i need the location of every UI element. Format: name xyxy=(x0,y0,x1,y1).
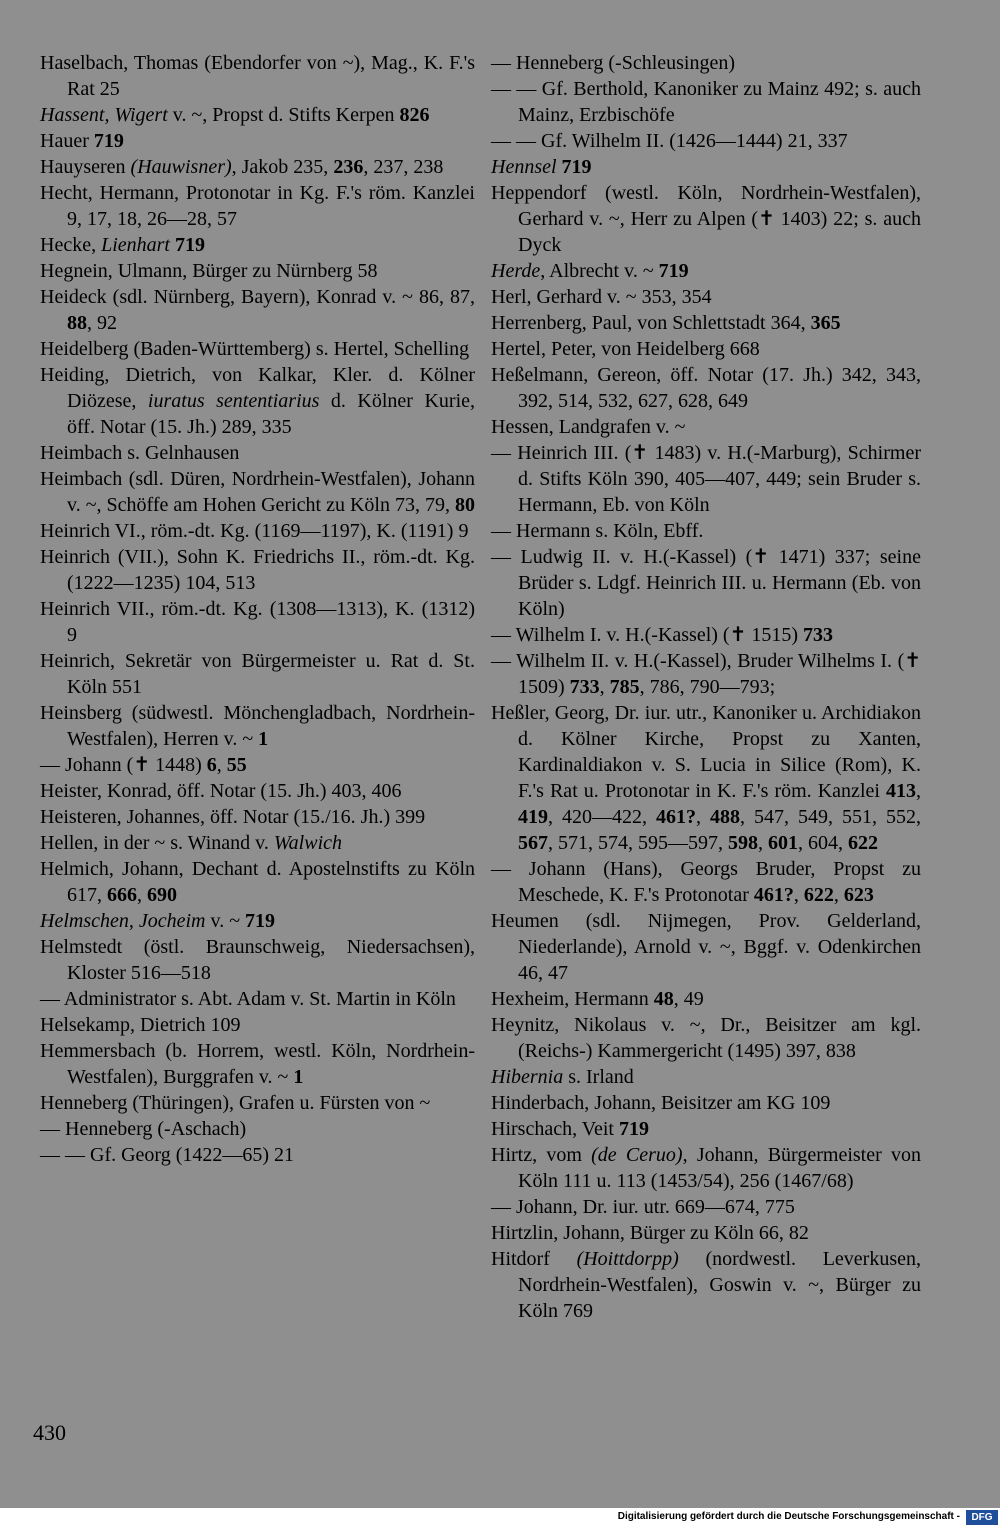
index-entry: Hauer 719 xyxy=(40,130,124,152)
index-entry: — Heinrich III. (✝ 1483) v. H.(-Marburg), Schirmer d. Stifts Köln 390, 405—407, 449; sein Bruder s. Hermann, Eb. von Köln xyxy=(491,442,921,516)
index-entry: Hertel, Peter, von Heidelberg 668 xyxy=(491,338,760,360)
index-entry: Heinrich VI., röm.-dt. Kg. (1169—1197), K. (1191) 9 xyxy=(40,520,469,542)
index-entry: Henneberg (Thüringen), Grafen u. Fürsten von ~ xyxy=(40,1092,431,1114)
footer-text: Digitalisierung gefördert durch die Deutsche Forschungsgemeinschaft - xyxy=(617,1511,960,1522)
index-entry: — Hermann s. Köln, Ebff. xyxy=(491,520,704,542)
index-entry: Hirtz, vom (de Ceruo), Johann, Bürgermeister von Köln 111 u. 113 (1453/54), 256 (1467/68) xyxy=(491,1144,922,1192)
index-entry: — Henneberg (-Aschach) xyxy=(40,1118,247,1140)
index-entry: Hitdorf (Hoittdorpp) (nordwestl. Leverkusen, Nordrhein-Westfalen), Goswin v. ~, Bürger zu Köln 769 xyxy=(491,1248,921,1322)
index-entry: — Johann (Hans), Georgs Bruder, Propst zu Meschede, K. F.'s Protonotar 461?, 622, 623 xyxy=(491,858,921,906)
index-entry: Heideck (sdl. Nürnberg, Bayern), Konrad v. ~ 86, 87, 88, 92 xyxy=(40,286,475,334)
index-entry: — Johann (✝ 1448) 6, 55 xyxy=(40,754,247,776)
index-entry: Helsekamp, Dietrich 109 xyxy=(40,1014,241,1036)
index-entry: Haselbach, Thomas (Ebendorfer von ~), Mag., K. F.'s Rat 25 xyxy=(40,52,475,100)
index-entry: Heinsberg (südwestl. Mönchengladbach, Nordrhein-Westfalen), Herren v. ~ 1 xyxy=(40,702,475,750)
index-entry: Herde, Albrecht v. ~ 719 xyxy=(491,260,689,282)
index-entry: Hegnein, Ulmann, Bürger zu Nürnberg 58 xyxy=(40,260,378,282)
dfg-logo: DFG xyxy=(966,1510,998,1525)
index-entry: — — Gf. Berthold, Kanoniker zu Mainz 492; s. auch Mainz, Erzbischöfe xyxy=(491,78,921,126)
index-entry: Heister, Konrad, öff. Notar (15. Jh.) 403, 406 xyxy=(40,780,402,802)
page-number: 430 xyxy=(33,1420,66,1445)
index-entry: Herl, Gerhard v. ~ 353, 354 xyxy=(491,286,712,308)
index-entry: Heisteren, Johannes, öff. Notar (15./16. Jh.) 399 xyxy=(40,806,426,828)
index-entry: — Administrator s. Abt. Adam v. St. Martin in Köln xyxy=(40,988,456,1010)
index-entry: Hassent, Wigert v. ~, Propst d. Stifts Kerpen 826 xyxy=(40,104,430,126)
index-entry: Hirschach, Veit 719 xyxy=(491,1118,649,1140)
index-entry: Helmich, Johann, Dechant d. Apostelnstifts zu Köln 617, 666, 690 xyxy=(40,858,475,906)
index-entry: Hinderbach, Johann, Beisitzer am KG 109 xyxy=(491,1092,831,1114)
index-entry: — Henneberg (-Schleusingen) xyxy=(491,52,736,74)
index-entry: — Ludwig II. v. H.(-Kassel) (✝ 1471) 337; seine Brüder s. Ldgf. Heinrich III. u. Hermann (Eb. von Köln) xyxy=(491,546,921,620)
index-entry: Heßler, Georg, Dr. iur. utr., Kanoniker u. Archidiakon d. Kölner Kirche, Propst zu Xanten, Kardinaldiakon v. S. Lucia in Silice (Rom), K. F.'s Rat u. Protonotar in K. F.'s röm. Kanzlei 413, 419, 420—422, 461?, 488, 547, 549, 551, 552, 567, 571, 574, 595—597, 598, 601, 604, 622 xyxy=(491,702,921,854)
index-entry: Heiding, Dietrich, von Kalkar, Kler. d. Kölner Diözese, iuratus sententiarius d. Kölner Kurie, öff. Notar (15. Jh.) 289, 335 xyxy=(40,364,476,438)
index-entry: Hirtzlin, Johann, Bürger zu Köln 66, 82 xyxy=(491,1222,809,1244)
index-entry: Heppendorf (westl. Köln, Nordrhein-Westfalen), Gerhard v. ~, Herr zu Alpen (✝ 1403) 22; s. auch Dyck xyxy=(491,182,921,256)
index-entry: — — Gf. Georg (1422—65) 21 xyxy=(40,1144,295,1166)
digitization-footer xyxy=(0,1508,1000,1528)
right-column xyxy=(491,50,921,1324)
index-entry: — Johann, Dr. iur. utr. 669—674, 775 xyxy=(491,1196,795,1218)
index-entry: Heynitz, Nikolaus v. ~, Dr., Beisitzer am kgl. (Reichs-) Kammergericht (1495) 397, 838 xyxy=(491,1014,921,1062)
index-entry: Heinrich (VII.), Sohn K. Friedrichs II., röm.-dt. Kg. (1222—1235) 104, 513 xyxy=(40,546,475,594)
index-entry: Heinrich VII., röm.-dt. Kg. (1308—1313), K. (1312) 9 xyxy=(40,598,475,646)
index-entry: Heßelmann, Gereon, öff. Notar (17. Jh.) 342, 343, 392, 514, 532, 627, 628, 649 xyxy=(491,364,921,412)
index-entry: — Wilhelm II. v. H.(-Kassel), Bruder Wilhelms I. (✝ 1509) 733, 785, 786, 790—793; xyxy=(491,650,921,698)
index-entry: — — Gf. Wilhelm II. (1426—1444) 21, 337 xyxy=(491,130,848,152)
index-entry: Hecke, Lienhart 719 xyxy=(40,234,205,256)
index-entry: Hauyseren (Hauwisner), Jakob 235, 236, 237, 238 xyxy=(40,156,444,178)
index-entry: Heidelberg (Baden-Württemberg) s. Hertel, Schelling xyxy=(40,338,470,360)
index-entry: Hecht, Hermann, Protonotar in Kg. F.'s röm. Kanzlei 9, 17, 18, 26—28, 57 xyxy=(40,182,475,230)
index-entry: — Wilhelm I. v. H.(-Kassel) (✝ 1515) 733 xyxy=(491,624,834,646)
index-entry: Helmstedt (östl. Braunschweig, Niedersachsen), Kloster 516—518 xyxy=(40,936,475,984)
index-entry: Heumen (sdl. Nijmegen, Prov. Gelderland, Niederlande), Arnold v. ~, Bggf. v. Odenkirchen 46, 47 xyxy=(491,910,921,984)
index-entry: Heimbach (sdl. Düren, Nordrhein-Westfalen), Johann v. ~, Schöffe am Hohen Gericht zu Köln 73, 79, 80 xyxy=(40,468,475,516)
left-column xyxy=(40,50,475,1168)
index-entry: Hennsel 719 xyxy=(491,156,592,178)
index-entry: Helmschen, Jocheim v. ~ 719 xyxy=(40,910,276,932)
index-entry: Hexheim, Hermann 48, 49 xyxy=(491,988,704,1010)
index-entry: Heimbach s. Gelnhausen xyxy=(40,442,240,464)
index-entry: Herrenberg, Paul, von Schlettstadt 364, 365 xyxy=(491,312,841,334)
index-entry: Heinrich, Sekretär von Bürgermeister u. Rat d. St. Köln 551 xyxy=(40,650,475,698)
index-entry: Hessen, Landgrafen v. ~ xyxy=(491,416,686,438)
index-entry: Hemmersbach (b. Horrem, westl. Köln, Nordrhein-Westfalen), Burggrafen v. ~ 1 xyxy=(40,1040,475,1088)
index-entry: Hibernia s. Irland xyxy=(491,1066,634,1088)
index-entry: Hellen, in der ~ s. Winand v. Walwich xyxy=(40,832,343,854)
